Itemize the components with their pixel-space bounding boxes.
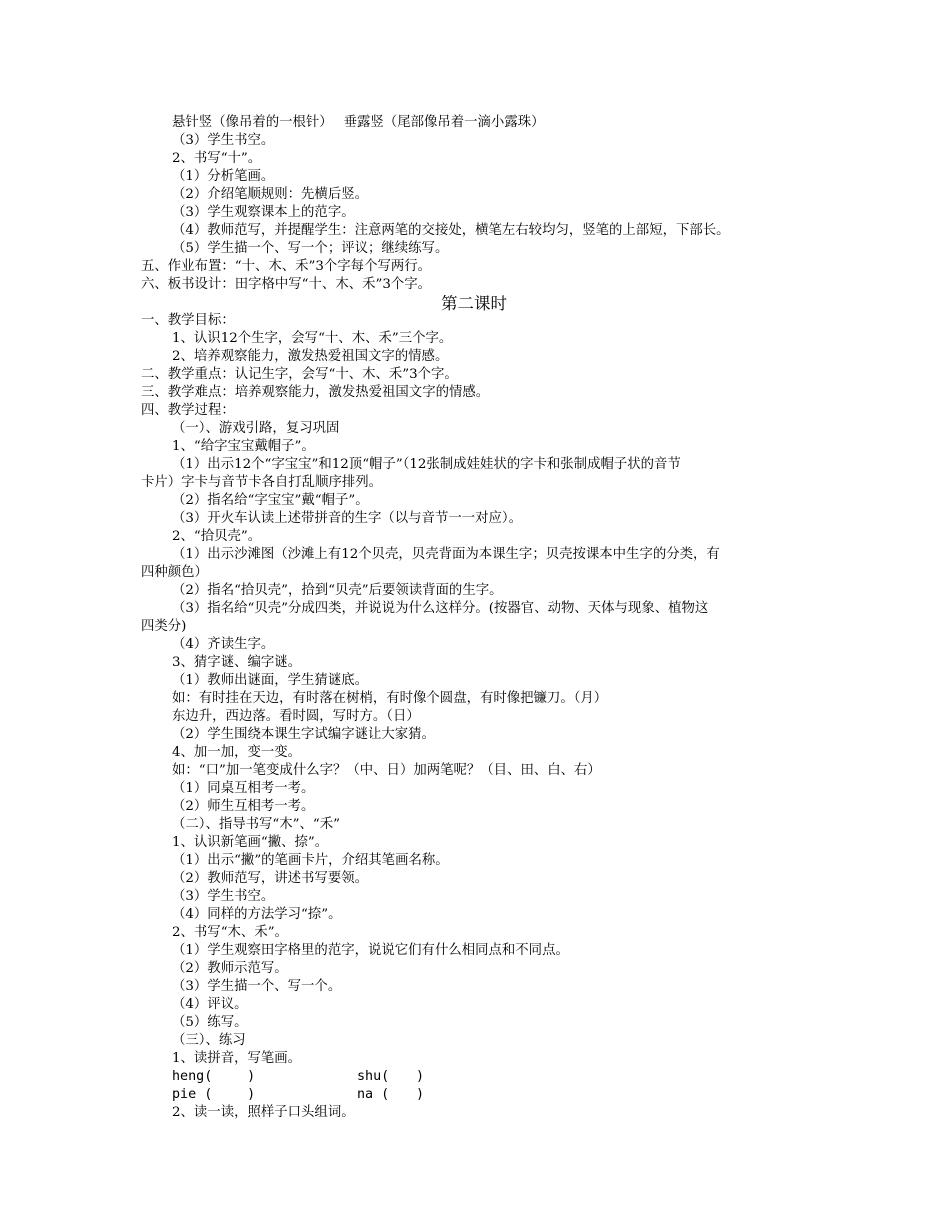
text-line: （2）教师示范写。	[172, 961, 288, 976]
pinyin-blank: pie ( )	[172, 1087, 256, 1102]
text-line: （4）同样的方法学习“捺”。	[172, 907, 342, 922]
text-line: （1）学生观察田字格里的范字，说说它们有什么相同点和不同点。	[172, 943, 569, 958]
text-line: 东边升，西边落。看时圆，写时方。（日）	[172, 709, 420, 724]
text-line: 1、“给字宝宝戴帽子”。	[172, 439, 315, 454]
text-line: （5）学生描一个、写一个；评议；继续练写。	[172, 241, 449, 256]
section-heading: 第二课时	[441, 294, 507, 313]
text-line: （3）学生描一个、写一个。	[172, 979, 342, 994]
text-line: （2）指名“拾贝壳”，拾到“贝壳”后要领读背面的生字。	[172, 583, 503, 598]
text-line: 2、读一读，照样子口头组词。	[172, 1105, 355, 1120]
text-line: 四类分)	[141, 619, 187, 634]
text-line: 3、猜字谜、编字谜。	[172, 655, 302, 670]
text-line: 如：“口”加一笔变成什么字？（中、日）加两笔呢？（目、田、白、右）	[172, 763, 601, 778]
text-line: 如：有时挂在天边，有时落在树梢，有时像个圆盘，有时像把镰刀。（月）	[172, 691, 608, 706]
text-line: 五、作业布置：“十、木、禾”3个字每个写两行。	[141, 259, 432, 274]
text-line: 卡片）字卡与音节卡各自打乱顺序排列。	[141, 475, 383, 490]
pinyin-blank: shu( )	[357, 1069, 425, 1084]
text-line: （4）评议。	[172, 997, 248, 1012]
text-line: （3）学生书空。	[172, 889, 275, 904]
text-line: 2、书写“木、禾”。	[172, 925, 288, 940]
text-line: 二、教学重点：认记生字，会写“十、木、禾”3个字。	[141, 367, 458, 382]
pinyin-blank: na ( )	[357, 1087, 425, 1102]
text-line: （2）介绍笔顺规则：先横后竖。	[172, 187, 368, 202]
text-line: （1）同桌互相考一考。	[172, 781, 315, 796]
text-line: 四、教学过程：	[141, 403, 235, 418]
text-line: （4）教师范写，并提醒学生：注意两笔的交接处，横笔左右较均匀，竖笔的上部短，下部长。	[172, 223, 730, 238]
text-line: （2）指名给“字宝宝”戴“帽子”。	[172, 493, 369, 508]
text-line: （3）学生书空。	[172, 133, 275, 148]
text-line: （2）学生围绕本课生字试编字谜让大家猜。	[172, 727, 435, 742]
text-line: （4）齐读生字。	[172, 637, 275, 652]
text-line: （3）指名给“贝壳”分成四类，并说说为什么这样分。(按器官、动物、天体与现象、植物这	[172, 601, 709, 616]
text-line: （1）出示“撇”的笔画卡片，介绍其笔画名称。	[172, 853, 449, 868]
text-line: （一）、游戏引路，复习巩固	[172, 421, 340, 436]
text-line: （3）学生观察课本上的范字。	[172, 205, 355, 220]
text-line: 四种颜色）	[141, 565, 208, 580]
text-line: （5）练写。	[172, 1015, 248, 1030]
text-line: 2、培养观察能力，激发热爱祖国文字的情感。	[172, 349, 449, 364]
text-line: （2）教师范写，讲述书写要领。	[172, 871, 368, 886]
text-line: 1、认识12个生字，会写“十、木、禾”三个字。	[172, 331, 453, 346]
text-line: 2、书写“十”。	[172, 151, 262, 166]
text-line: 六、板书设计：田字格中写“十、木、禾”3个字。	[141, 277, 432, 292]
text-line: 悬针竖（像吊着的一根针） 垂露竖（尾部像吊着一滴小露珠）	[172, 115, 545, 130]
text-line: 三、教学难点：培养观察能力，激发热爱祖国文字的情感。	[141, 385, 490, 400]
text-line: （1）教师出谜面，学生猜谜底。	[172, 673, 368, 688]
text-line: 1、读拼音，写笔画。	[172, 1051, 302, 1066]
text-line: 4、加一加，变一变。	[172, 745, 302, 760]
text-line: 一、教学目标：	[141, 313, 235, 328]
pinyin-blank: heng( )	[172, 1069, 256, 1084]
text-line: （2）师生互相考一考。	[172, 799, 315, 814]
text-line: （三）、练习	[172, 1033, 246, 1048]
text-line: （3）开火车认读上述带拼音的生字（以与音节一一对应）。	[172, 511, 522, 526]
text-line: （1）分析笔画。	[172, 169, 275, 184]
text-line: 1、认识新笔画“撇、捺”。	[172, 835, 329, 850]
text-line: （二）、指导书写“木”、“禾”	[172, 817, 340, 832]
text-line: （1）出示沙滩图（沙滩上有12个贝壳，贝壳背面为本课生字；贝壳按课本中生字的分类，有	[172, 547, 720, 562]
text-line: 2、“拾贝壳”。	[172, 529, 262, 544]
text-line: （1）出示12个“字宝宝”和12顶“帽子”（12张制成娃娃状的字卡和张制成帽子状的音节	[172, 457, 681, 472]
